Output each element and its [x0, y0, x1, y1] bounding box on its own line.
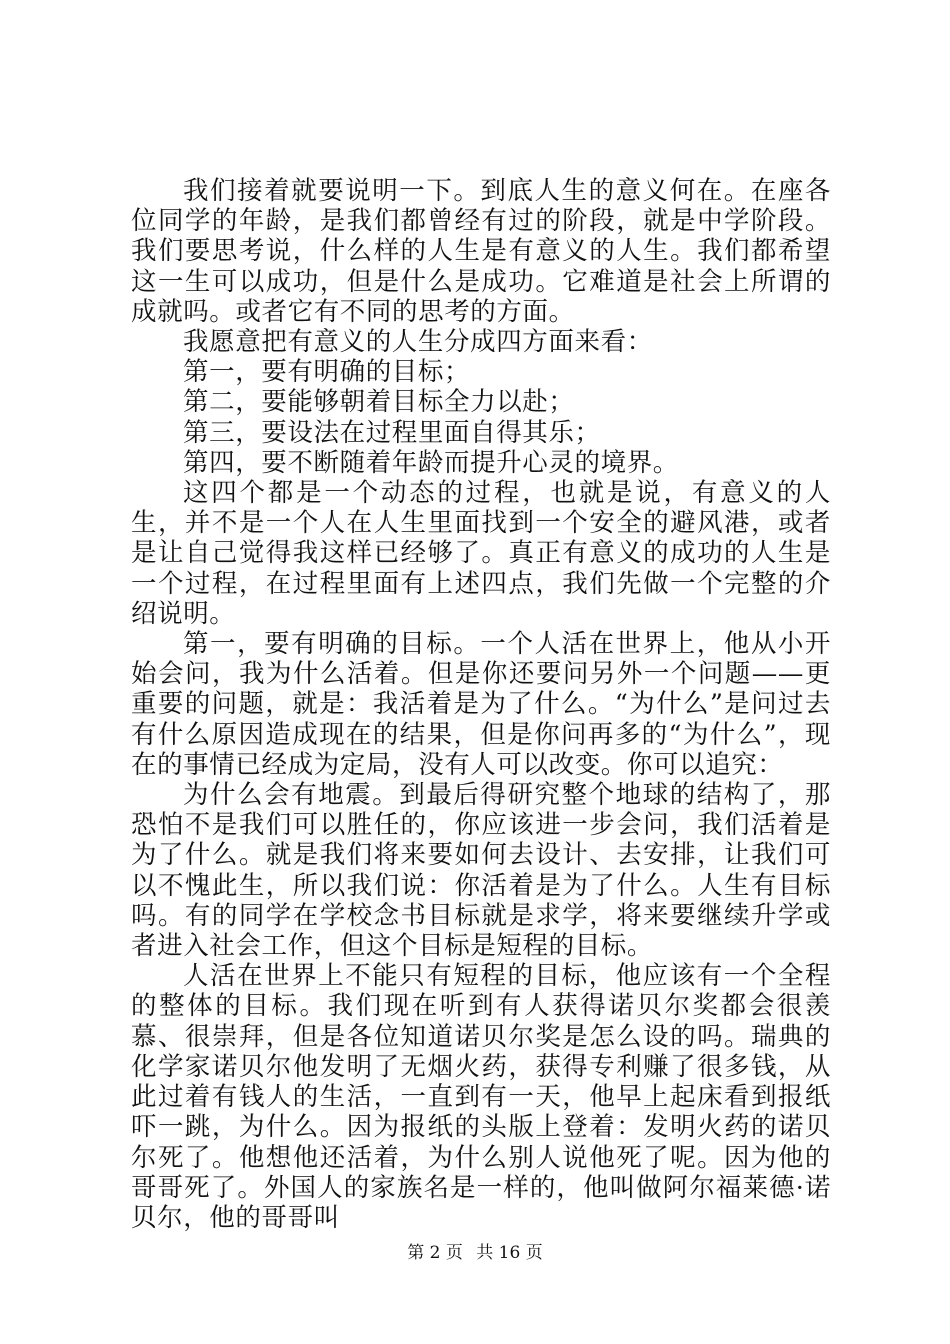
document-body	[131, 176, 831, 1233]
paragraph: 为什么会有地震。到最后得研究整个地球的结构了，那恐怕不是我们可以胜任的，你应该进一步会问，我们活着是为了什么。就是我们将来要如何去设计、去安排，让我们可以不愧此生，所以我们说：你活着是为了什么。人生有目标吗。有的同学在学校念书目标就是求学，将来要继续升学或者进入社会工作，但这个目标是短程的目标。	[131, 780, 831, 962]
paragraph: 这四个都是一个动态的过程，也就是说，有意义的人生，并不是一个人在人生里面找到一个安全的避风港，或者是让自己觉得我这样已经够了。真正有意义的成功的人生是一个过程，在过程里面有上述四点，我们先做一个完整的介绍说明。	[131, 478, 831, 629]
paragraph: 我愿意把有意义的人生分成四方面来看：	[183, 327, 653, 358]
paragraph: 第二，要能够朝着目标全力以赴；	[183, 387, 575, 418]
paragraph: 我们接着就要说明一下。到底人生的意义何在。在座各位同学的年龄，是我们都曾经有过的阶段，就是中学阶段。我们要思考说，什么样的人生是有意义的人生。我们都希望这一生可以成功，但是什么是成功。它难道是社会上所谓的成就吗。或者它有不同的思考的方面。	[131, 176, 831, 327]
paragraph: 人活在世界上不能只有短程的目标，他应该有一个全程的整体的目标。我们现在听到有人获得诺贝尔奖都会很羡慕、很崇拜，但是各位知道诺贝尔奖是怎么设的吗。瑞典的化学家诺贝尔他发明了无烟火药，获得专利赚了很多钱，从此过着有钱人的生活，一直到有一天，他早上起床看到报纸吓一跳，为什么。因为报纸的头版上登着：发明火药的诺贝尔死了。他想他还活着，为什么别人说他死了呢。因为他的哥哥死了。外国人的家族名是一样的，他叫做阿尔福莱德·诺贝尔，他的哥哥叫	[131, 961, 831, 1233]
page-number: 第 2 页	[407, 1243, 463, 1263]
paragraph: 第一，要有明确的目标。一个人活在世界上，他从小开始会问，我为什么活着。但是你还要问另外一个问题——更重要的问题，就是：我活着是为了什么。“为什么”是问过去有什么原因造成现在的结果，但是你问再多的“为什么”，现在的事情已经成为定局，没有人可以改变。你可以追究：	[131, 629, 831, 780]
paragraph: 第四，要不断随着年龄而提升心灵的境界。	[183, 447, 679, 478]
paragraph: 第一，要有明确的目标；	[183, 357, 471, 388]
page-total: 共 16 页	[476, 1243, 543, 1263]
paragraph: 第三，要设法在过程里面自得其乐；	[183, 417, 601, 448]
page-footer	[0, 1242, 950, 1264]
